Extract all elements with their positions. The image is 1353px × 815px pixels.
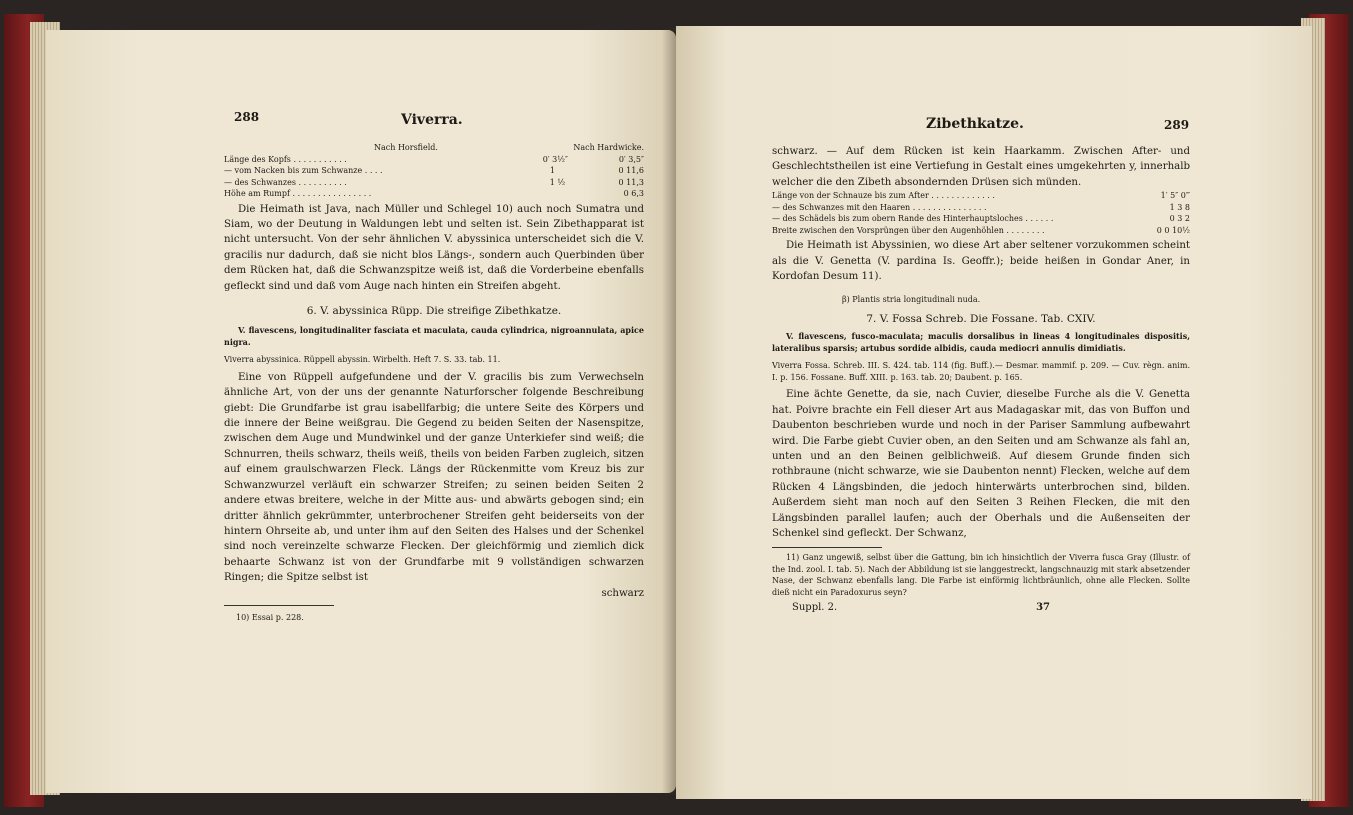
table-row: — des Schädels bis zum obern Rande des Hinterhauptsloches . . . . . . 0 3 2 — [772, 214, 1190, 224]
catchword: schwarz — [601, 587, 644, 599]
footnote-rule — [224, 605, 334, 606]
table-header: Nach Hardwicke. — [573, 143, 644, 152]
paragraph: Eine ächte Genette, da sie, nach Cuvier, dieselbe Furche als die V. Genetta hat. Poivre brachte ein Fell dieser Art aus Madagaskar mit, das von Buffon und Daubenton beschrieben wurde und noch in der Pariser Sammlung aufbewahrt wird. Die Farbe giebt Cuvier oben, an den Seiten und am Schwanze als fahl an, unten und an den Beinen gelblichweiß. Auf diesem Grunde finden sich rothbraune (nicht schwarze, wie sie Daubenton nennt) Flecken, welche auf dem Rücken 4 Längsbinden, die jedoch hinterwärts unterbrochen sind, bilden. Außerdem sieht man noch auf den Seiten 3 Reihen Flecken, die mit den Längsbinden parallel laufen; auch der Oberhals und die Außenseiten der Schenkel sind gefleckt. Der Schwanz, — [772, 389, 1190, 539]
left-page — [46, 30, 676, 793]
table-row: Länge von der Schnauze bis zum After . . . . . . . . . . . . . 1′ 5″ 0‴ — [772, 191, 1190, 201]
signature-number: 37 — [1036, 602, 1050, 614]
paragraph: Die Heimath ist Abyssinien, wo diese Art aber seltener vorzukommen scheint als die V. Genetta (V. pardina Is. Geoffr.); beide heißen in Gondar Aner, in Kordofan Desum 11). — [772, 240, 1190, 283]
signature-line — [772, 602, 1190, 614]
paragraph: Die Heimath ist Java, nach Müller und Schlegel 10) auch noch Sumatra und Siam, wo der Deutung in Waldungen lebt und selten ist. Sein Zibethapparat ist nicht untersucht. Von der sehr ähnlichen V. abyssinica unterscheidet sich die V. gracilis nur dadurch, daß sie nicht blos Längs-, sondern auch Querbinden über dem Rücken hat, daß die Schwanzspitze weiß ist, daß die Vorderbeine ebenfalls gefleckt sind und daß vom Auge nach hinten ein Streifen abgeht. — [224, 203, 644, 292]
signature-mark: Suppl. 2. — [792, 602, 838, 614]
section-heading: 7. V. Fossa Schreb. Die Fossane. Tab. CXIV. — [866, 312, 1096, 325]
running-header: Viverra. — [401, 112, 463, 128]
table-row: Höhe am Rumpf . . . . . . . . . . . . . . . . 0 6,3 — [224, 189, 644, 198]
table-header: Nach Horsfield. — [374, 143, 438, 152]
footnote-rule — [772, 547, 882, 548]
footnote: 11) Ganz ungewiß, selbst über die Gattung, bin ich hinsichtlich der Viverra fusca Gray (Illustr. of the Ind. zool. I. tab. 5). Nach der Abbildung ist sie langgestreckt, langschnauzig mit stark absetzender Nase, der Schwanz ebenfalls lang. Die Farbe ist einförmig lichtbräunlich, ohne alle Flecken. Sollte dieß nicht ein Paradoxurus seyn? — [772, 553, 1190, 597]
left-text-column — [224, 142, 644, 623]
footnote: 10) Essai p. 228. — [236, 612, 304, 622]
latin-diagnosis: V. flavescens, longitudinaliter fasciata et maculata, cauda cylindrica, nigroannulata, apice nigra. — [224, 325, 644, 347]
page-number: 288 — [234, 110, 260, 124]
right-text-column — [772, 144, 1190, 614]
table-row: — vom Nacken bis zum Schwanze . . . . 1 0 11,6 — [224, 166, 644, 175]
table-row: Breite zwischen den Vorsprüngen über den Augenhöhlen . . . . . . . . 0 0 10½ — [772, 225, 1190, 235]
right-page — [676, 26, 1312, 799]
table-row: — des Schwanzes . . . . . . . . . . 1 ½ 0 11,3 — [224, 177, 644, 187]
section-heading: 6. V. abyssinica Rüpp. Die streifige Zibethkatze. — [306, 304, 562, 317]
subsection-label: β) Plantis stria longitudinali nuda. — [842, 295, 981, 305]
table-row: Länge des Kopfs . . . . . . . . . . . 0′ 3½″ 0′ 3,5″ — [224, 154, 644, 164]
paragraph: Eine von Rüppell aufgefundene und der V. gracilis bis zum Verwechseln ähnliche Art, von der uns der genannte Naturforscher folgende Beschreibung giebt: Die Grundfarbe ist grau isabellfarbig; die untere Seite des Körpers und die innere der Beine weißgrau. Die Gegend zu beiden Seiten der Nasenspitze, zwischen dem Auge und Mundwinkel und der ganze Unterkiefer sind weiß; die Schnurren, theils schwarz, theils weiß, theils von beiden Farben zugleich, sitzen auf einem graulschwarzen Fleck. Längs der Rückenmitte vom Kreuz bis zur Schwanzwurzel verläuft ein schwarzer Streifen; zu seinen beiden Seiten 2 andere etwas breitere, welche in der Mitte aus- und abwärts gebogen sind; ein dritter ähnlich gekrümmter, unterbrochener Streifen geht beiderseits von der hintern Ohrseite ab, und unter ihm auf den Seiten des Halses und der Schenkel sind noch vereinzelte schwarze Flecken. Der gleichförmig und ziemlich dick behaarte Schwanz ist von der Grundfarbe mit 9 vollständigen schwarzen Ringen; die Spitze selbst ist — [224, 371, 644, 584]
reference: Viverra Fossa. Schreb. III. S. 424. tab. 114 (fig. Buff.).— Desmar. mammif. p. 209. — Cuv. règn. anim. I. p. 156. Fossane. Buff. XIII. p. 163. tab. 20; Daubent. p. 165. — [772, 361, 1190, 382]
page-number: 289 — [1164, 118, 1190, 132]
table-row: — des Schwanzes mit den Haaren . . . . . . . . . . . . . . . 1 3 8 — [772, 202, 1190, 212]
latin-diagnosis: V. flavescens, fusco-maculata; maculis dorsalibus in lineas 4 longitudinales dispositis, lateralibus sparsis; artubus sordide albidis, cauda mediocri annulis dimidiatis. — [772, 331, 1190, 353]
running-header: Zibethkatze. — [926, 116, 1024, 132]
reference: Viverra abyssinica. Rüppell abyssin. Wirbelth. Heft 7. S. 33. tab. 11. — [224, 355, 501, 365]
paragraph: schwarz. — Auf dem Rücken ist kein Haarkamm. Zwischen After- und Geschlechtstheilen ist eine Vertiefung in Gestalt eines umgekehrten y, innerhalb welcher die den Zibeth absondernden Drüsen sich münden. — [772, 146, 1190, 188]
